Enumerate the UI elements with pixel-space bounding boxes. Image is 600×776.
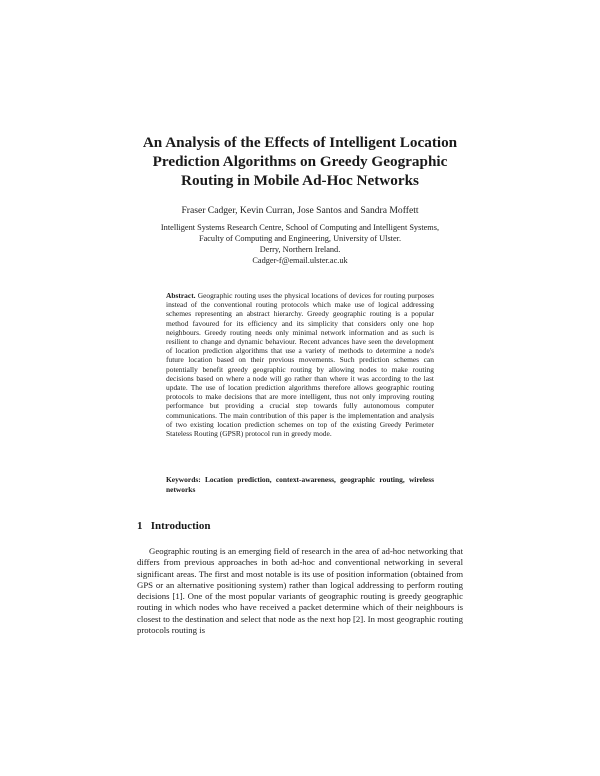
title-line: Prediction Algorithms on Greedy Geographic xyxy=(152,153,448,170)
author-list: Fraser Cadger, Kevin Curran, Jose Santos and Sandra Moffett xyxy=(181,205,419,216)
keywords xyxy=(166,475,434,495)
affiliation-line: Faculty of Computing and Engineering, University of Ulster. xyxy=(198,234,402,243)
abstract xyxy=(166,291,434,438)
paper-title xyxy=(60,133,540,190)
section-number: 1 xyxy=(137,520,143,532)
abstract-label: Abstract. xyxy=(166,291,196,300)
intro-paragraph: Geographic routing is an emerging field of research in the area of ad-hoc networking that differs from previous approaches in both ad-hoc and conventional networking in several significant areas. The first and most notable is its use of position information (obtained from GPS or an alternative positioning system) rather than logical addressing to perform routing decisions [1]. One of the most popular variants of geographic routing is greedy geographic routing in which nodes who have received a packet determine which of their neighbours is closest to the destination and select that node as the next hop [2]. In most geographic routing protocols routing is xyxy=(137,546,463,636)
author-email: Cadger-f@email.ulster.ac.uk xyxy=(252,256,348,265)
keywords-label: Keywords: xyxy=(166,475,201,484)
keywords-text: Location prediction, context-awareness, geographic routing, wireless networks xyxy=(166,475,435,494)
title-line: An Analysis of the Effects of Intelligent Location xyxy=(142,134,458,151)
affiliation-line: Derry, Northern Ireland. xyxy=(259,245,341,254)
section-title: Introduction xyxy=(150,520,211,532)
section-heading xyxy=(137,520,210,532)
affiliation-line: Intelligent Systems Research Centre, School of Computing and Intelligent Systems, xyxy=(160,223,440,232)
affiliation xyxy=(60,222,540,266)
title-line: Routing in Mobile Ad-Hoc Networks xyxy=(181,172,419,189)
abstract-text: Geographic routing uses the physical locations of devices for routing purposes instead of the conventional routing protocols which make use of logical addressing schemes representing an abstract hierarchy. Greedy geographic routing is a popular method favoured for its efficiency and its simplicity that considers only one hop neighbours. Greedy routing needs only minimal network information and as such is resilient to change and dynamic behaviour. Recent advances have seen the development of location prediction algorithms that use a variety of methods to determine a node's future location based on their previous movements. Such prediction schemes can potentially benefit greedy geographic routing by allowing nodes to make routing decisions based on where a node will go rather than where it was according to the last update. The use of location prediction algorithms therefore allows geographic routing protocols to make decisions that are more intelligent, thus not only improving routing performance but providing a crucial step towards fully autonomous computer communications. The main contribution of this paper is the implementation and analysis of two existing location prediction schemes on top of the existing Greedy Perimeter Stateless Routing (GPSR) protocol run in greedy mode. xyxy=(166,291,434,439)
